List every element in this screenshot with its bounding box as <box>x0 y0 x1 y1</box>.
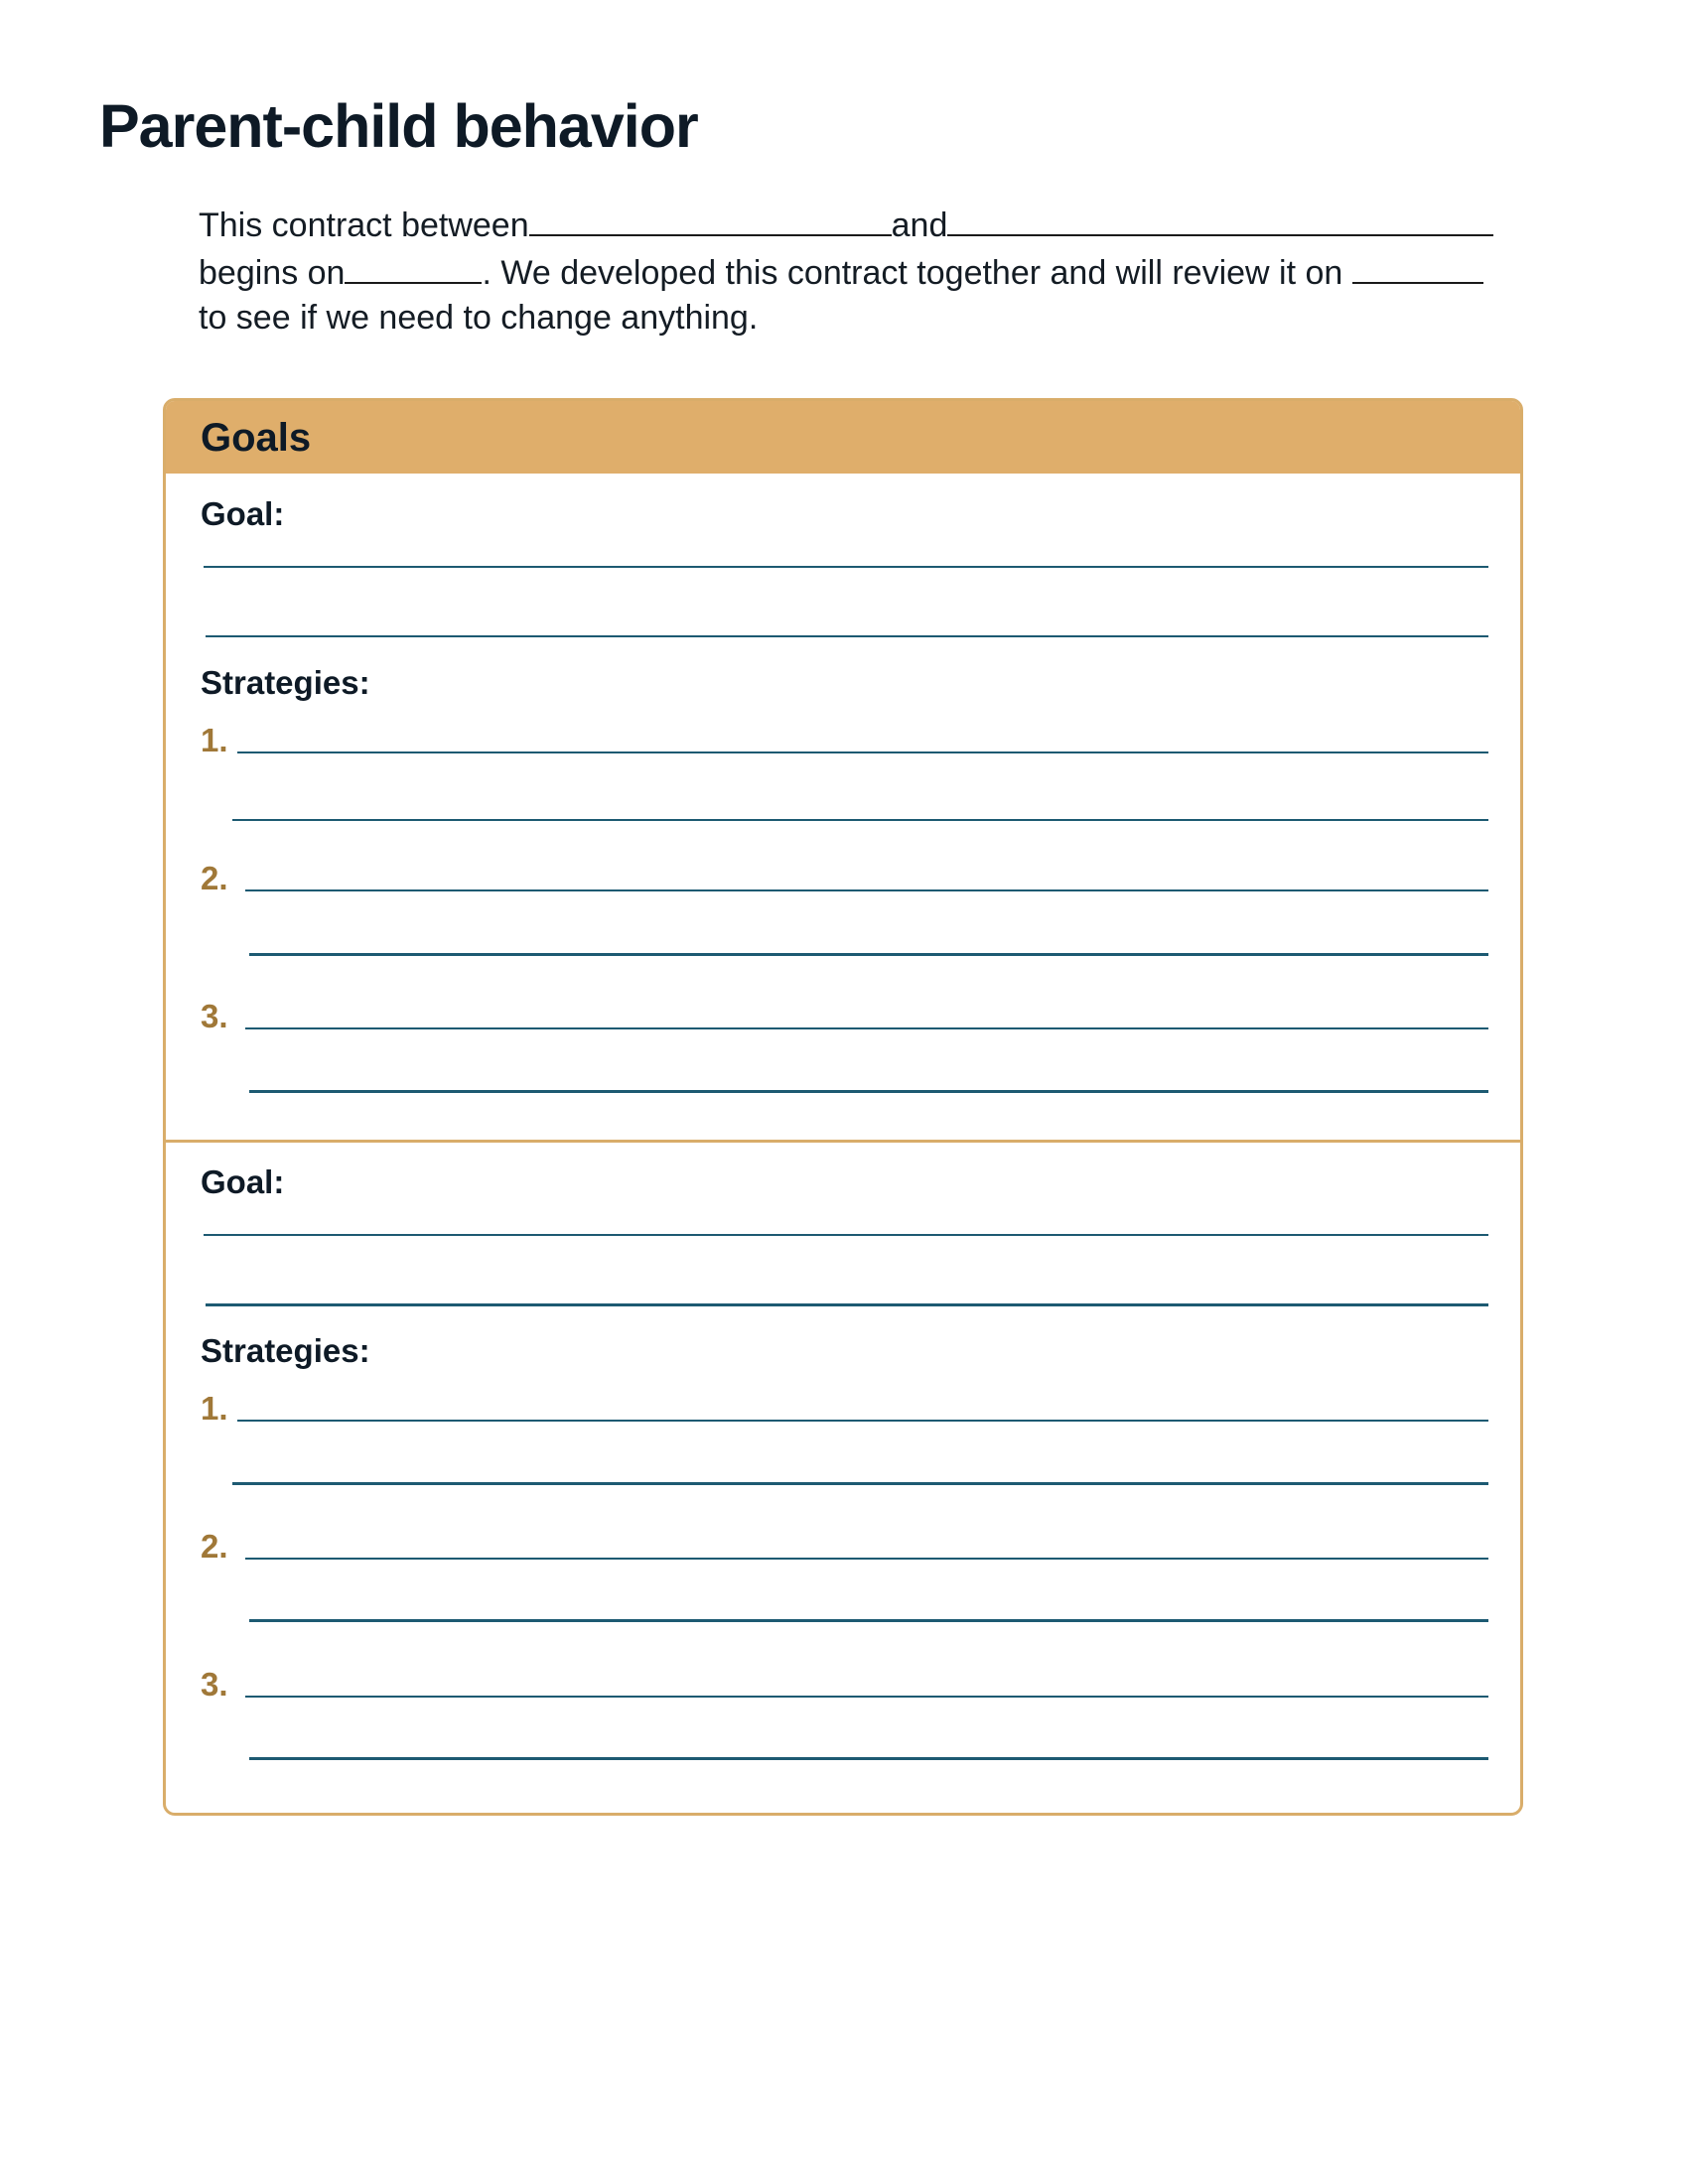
party-two-blank[interactable] <box>947 199 1493 236</box>
strategy-3-line-1[interactable] <box>245 1696 1488 1698</box>
strategies-label: Strategies: <box>201 1332 370 1369</box>
strategy-number-1: 1. <box>201 1390 228 1427</box>
intro-text-and: and <box>891 206 948 244</box>
section-divider <box>166 1140 1520 1143</box>
strategy-1-line-1[interactable] <box>237 751 1488 753</box>
intro-text-between: This contract between <box>199 206 529 244</box>
intro-line-3 <box>199 294 1519 341</box>
goal-label: Goal: <box>201 495 285 532</box>
strategy-2-line-1[interactable] <box>245 889 1488 891</box>
goal-label: Goal: <box>201 1163 285 1200</box>
strategy-number-2: 2. <box>201 860 228 896</box>
goal-line-2[interactable] <box>206 1303 1488 1306</box>
strategy-number-3: 3. <box>201 1666 228 1703</box>
goals-heading: Goals <box>201 416 312 460</box>
strategy-1-line-2[interactable] <box>232 1482 1488 1485</box>
intro-text-begins: begins on <box>199 254 346 292</box>
strategy-number-1: 1. <box>201 722 228 758</box>
strategy-2-line-1[interactable] <box>245 1558 1488 1560</box>
goal-line-2[interactable] <box>206 635 1488 637</box>
intro-line-2 <box>199 246 1519 294</box>
contract-intro <box>199 199 1519 341</box>
strategy-1-line-1[interactable] <box>237 1420 1488 1422</box>
start-date-blank[interactable] <box>345 246 482 284</box>
strategy-number-3: 3. <box>201 998 228 1034</box>
strategy-3-line-1[interactable] <box>245 1027 1488 1029</box>
strategy-1-line-2[interactable] <box>232 819 1488 821</box>
intro-text-review: . We developed this contract together and will review it on <box>482 254 1343 292</box>
goals-card <box>163 398 1523 1816</box>
party-one-blank[interactable] <box>529 199 892 236</box>
goal-line-1[interactable] <box>204 566 1488 568</box>
strategy-3-line-2[interactable] <box>249 1757 1488 1760</box>
page-title: Parent-child behavior <box>99 92 698 160</box>
strategy-number-2: 2. <box>201 1528 228 1565</box>
strategies-label: Strategies: <box>201 664 370 701</box>
goal-line-1[interactable] <box>204 1234 1488 1236</box>
strategy-2-line-2[interactable] <box>249 1619 1488 1622</box>
strategy-3-line-2[interactable] <box>249 1090 1488 1093</box>
goals-card-header <box>166 401 1520 474</box>
review-date-blank[interactable] <box>1352 246 1483 284</box>
strategy-2-line-2[interactable] <box>249 953 1488 956</box>
intro-line-1 <box>199 199 1519 246</box>
intro-text-change: to see if we need to change anything. <box>199 299 759 337</box>
